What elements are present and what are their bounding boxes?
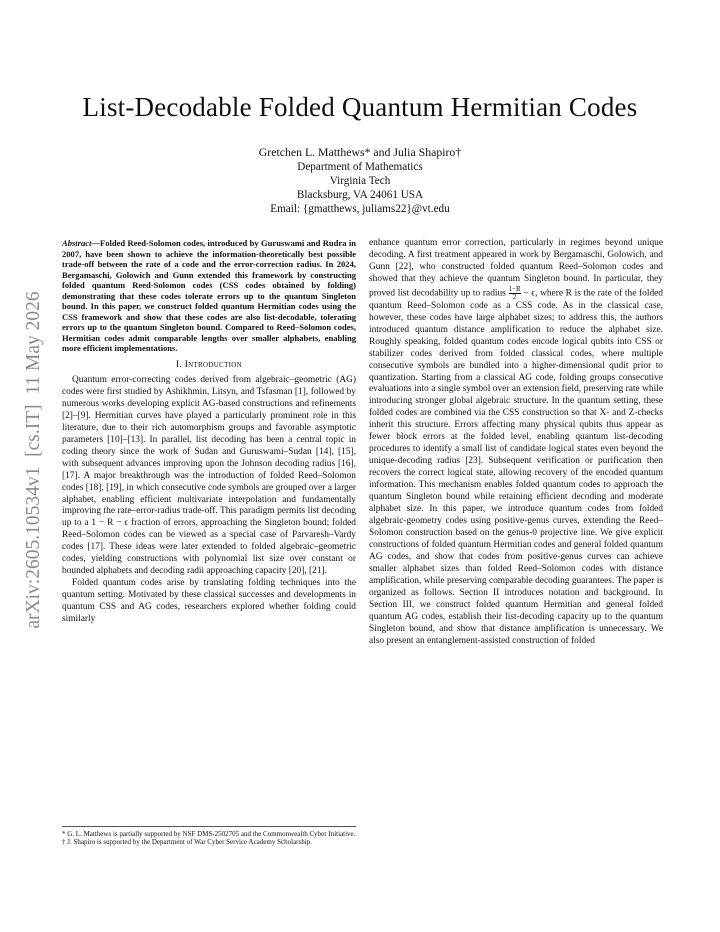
abstract-label: Abstract: [62, 238, 92, 248]
footnote: † J. Shapiro is supported by the Department of War Cyber Service Academy Scholarship.: [62, 838, 312, 847]
abstract: [62, 238, 356, 354]
affiliation-line: Virginia Tech: [329, 175, 391, 187]
body-paragraph: Folded quantum codes arise by translating folding techniques into the quantum setting. Motivated by these classical successes and developments in quantum CSS and AG codes, researchers explored whether folding could similarly: [62, 578, 356, 625]
footnote: * G. L. Matthews is partially supported by NSF DMS-2502705 and the Commonwealth Cyber Initiative.: [62, 830, 356, 838]
abstract-text: —Folded Reed-Solomon codes, introduced by Guruswami and Rudra in 2007, have been shown to achieve the information-theoretically best possible trade-off between the rate of a code and the error-correction radius. In 2024, Bergamaschi, Golowich and Gunn extended this framework by constructing folded quantum Reed-Solomon codes (CSS codes obtained by folding) demonstrating that these codes tolerate errors up to the quantum Singleton bound. In this paper, we construct folded quantum Hermitian codes using the CSS framework and show that these codes are also list-decodable, tolerating errors up to the quantum Singleton bound. Compared to Reed–Solomon codes, Hermitian codes admit comparable lengths over smaller alphabets, enabling more efficient implementations.: [62, 238, 356, 354]
body-paragraph: Quantum error-correcting codes derived from algebraic–geometric (AG) codes were first studied by Ashikhmin, Litsyn, and Tsfasman [1], followed by numerous works developing explicit AG-based constructions and refinements [2]–[9]. Hermitian curves have played a particularly prominent role in this literature, due to their rich automorphism groups and favorable asymptotic parameters [10]–[13]. In parallel, list decoding has been a central topic in coding theory since the work of Sudan and Guruswami–Sudan [14], [15], with subsequent advances improving upon the Johnson decoding radius [16], [17]. A major breakthrough was the introduction of folded Reed–Solomon codes [18], [19], in which consecutive code symbols are grouped over a larger alphabet, enabling efficient multivariate interpolation and fundamentally improving the rate–error-radius trade-off. This paradigm permits list decoding up to a 1 − R − ϵ fraction of errors, approaching the Singleton bound; folded Reed–Solomon codes can be viewed as a special case of Parvaresh–Vardy codes [17]. These ideas were later extended to folded algebraic–geometric codes, yielding constructions with polynomial list size over constant or bounded alphabets and decoding radii approaching capacity [20], [21].: [62, 374, 356, 577]
footnotes: [62, 826, 356, 846]
arxiv-identifier: [12, 250, 52, 670]
affiliation: [0, 160, 720, 216]
right-column: [369, 238, 663, 647]
section-heading: I. Introduction: [176, 360, 242, 371]
fraction-numerator: 1−R: [508, 284, 521, 293]
body-paragraph: [369, 238, 663, 647]
author-names: Gretchen L. Matthews* and Julia Shapiro†: [258, 145, 462, 159]
text-run: enhance quantum error correction, particularly in regimes beyond unique decoding. A first treatment appeared in work by Bergamaschi, Golowich, and Gunn [22], who constructed folded quantum Reed–Solomon codes and showed that they achieve the quantum Singleton bound. In particular, they proved list decodability up to radius: [369, 238, 663, 299]
affiliation-email: Email: {gmatthews, juliams22}@vt.edu: [270, 203, 450, 215]
fraction: [509, 286, 521, 301]
text-run: − ϵ, where R is the rate of the folded quantum Reed–Solomon code as a CSS code. As in the classical case, however, these codes have large alphabet sizes; to address this, the authors introduced quantum distance amplification to reduce the alphabet size. Roughly speaking, folded quantum codes encode logical qubits into CSS or stabilizer codes derived from folded classical codes, where multiple consecutive symbols are bundled into a higher-dimensional qudit prior to quantization. Starting from a classical AG code, folding groups consecutive evaluations into a single symbol over an extension field, preserving rate while introducing stronger global algebraic structure. In the quantum setting, these folded codes are combined via the CSS construction so that X- and Z-checks inherit this structure. Errors affecting many physical qubits thus appear as fewer block errors at the folded level, enabling quantum list-decoding procedures to identify a small list of candidate logical states even beyond the unique-decoding radius [23]. Subsequent verification or purification then recovers the correct logical state, allowing recovery of the encoded quantum information. This mechanism enables folded quantum codes to approach the quantum Singleton bound while retaining efficient decoding and moderate alphabet size. In this paper, we introduce quantum codes from folded algebraic-geometry codes using positive-genus curves, extending the Reed–Solomon construction based on the genus-0 projective line. We give explicit constructions of folded quantum Hermitian codes and general folded quantum AG codes, and show that codes from positive-genus curves can achieve smaller alphabet sizes than folded Reed–Solomon codes with distance amplification, while preserving comparable decoding guarantees. The paper is organized as follows. Section II introduces notation and background. In Section III, we construct folded quantum Hermitian and general folded quantum AG codes, establish their list-decoding capacity up to the quantum Singleton bound, and show that distance amplification is unnecessary. We also present an entanglement-assisted construction of folded: [369, 288, 663, 646]
affiliation-line: Department of Mathematics: [297, 161, 423, 173]
fraction-denominator: 2: [512, 292, 517, 301]
arxiv-id-text: arXiv:2605.10534v1 [cs.IT] 11 May 2026: [23, 291, 44, 629]
affiliation-line: Blacksburg, VA 24061 USA: [296, 189, 424, 201]
author-block: [0, 145, 720, 216]
paper-title: List-Decodable Folded Quantum Hermitian Codes: [82, 92, 638, 122]
left-column: [62, 238, 356, 626]
